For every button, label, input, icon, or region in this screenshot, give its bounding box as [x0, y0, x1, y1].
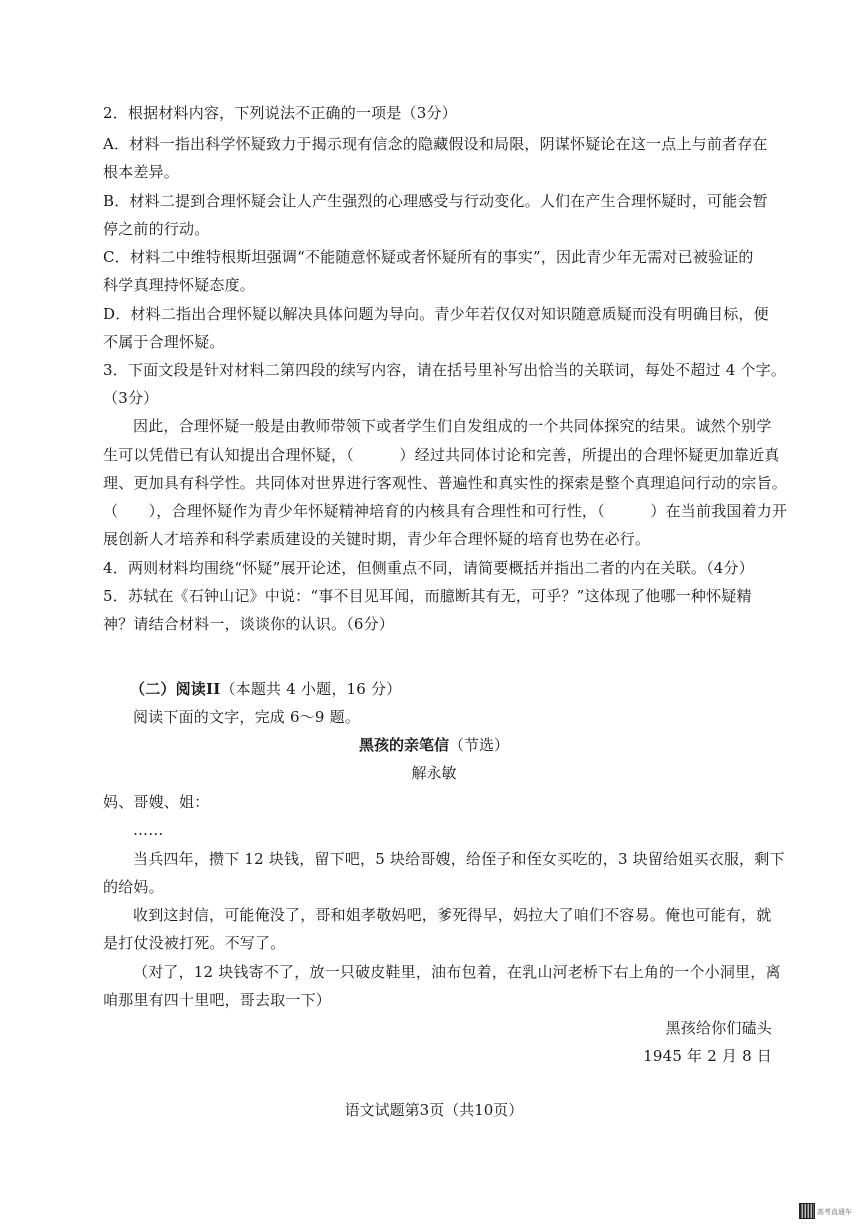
q3-stem-line1: 3．下面文段是针对材料二第四段的续写内容，请在括号里补写出恰当的关联词，每处不超过 4 个字。 — [103, 361, 787, 379]
q3-passage-line3: 理、更加具有科学性。共同体对世界进行客观性、普遍性和真实性的探索是整个真理追问行动的宗旨。 — [103, 474, 788, 492]
letter-para1-line1: 当兵四年，攒下 12 块钱，留下吧，5 块给哥嫂，给侄子和侄女买吃的，3 块留给姐买衣服，剩下 — [133, 850, 785, 868]
letter-salutation: 妈、哥嫂、姐： — [103, 793, 210, 811]
q2-option-b-line1: B．材料二提到合理怀疑会让人产生强烈的心理感受与行动变化。人们在产生合理怀疑时，可能会暂 — [103, 192, 768, 210]
section-heading — [130, 679, 401, 699]
q3-passage-line4: （ ），合理怀疑作为青少年怀疑精神培育的内核具有合理性和可行性，（ ）在当前我国着力开 — [103, 502, 788, 520]
article-title-note: （节选） — [449, 736, 510, 754]
letter-para3-line1: （对了，12 块钱寄不了，放一只破皮鞋里，油布包着，在乳山河老桥下右上角的一个小洞里，离 — [133, 963, 781, 981]
q2-option-a-line1: A．材料一指出科学怀疑致力于揭示现有信念的隐藏假设和局限，阴谋怀疑论在这一点上与前者存在 — [103, 135, 768, 153]
article-title — [0, 735, 868, 755]
letter-para1-line2: 的给妈。 — [103, 878, 164, 896]
q5-stem-line1: 5．苏轼在《石钟山记》中说：“事不目见耳闻，而臆断其有无，可乎？”这体现了他哪一种怀疑精 — [103, 587, 752, 605]
q3-passage-line2: 生可以凭借已有认知提出合理怀疑，（ ）经过共同体讨论和完善，所提出的合理怀疑更加靠近真 — [103, 446, 780, 464]
q2-option-a-line2: 根本差异。 — [103, 163, 180, 181]
letter-signature: 黑孩给你们磕头 — [665, 1019, 772, 1037]
letter-ellipsis: …… — [133, 821, 164, 839]
letter-para2-line2: 是打仗没被打死。不写了。 — [103, 934, 286, 952]
watermark-text: 高考直通车 — [817, 1208, 852, 1216]
q3-stem-line2: （3分） — [103, 389, 159, 407]
q4-stem: 4．两则材料均围绕“怀疑”展开论述，但侧重点不同，请简要概括并指出二者的内在关联。（4分） — [103, 559, 754, 577]
q2-option-d-line1: D．材料二指出合理怀疑以解决具体问题为导向。青少年若仅仅对知识随意质疑而没有明确目标，便 — [103, 305, 769, 323]
q2-option-d-line2: 不属于合理怀疑。 — [103, 333, 225, 351]
q2-stem: 2．根据材料内容，下列说法不正确的一项是（3分） — [103, 104, 457, 122]
q3-passage-line5: 展创新人才培养和科学素质建设的关键时期，青少年合理怀疑的培育也势在必行。 — [103, 530, 651, 548]
q2-option-c-line1: C．材料二中维特根斯坦强调“不能随意怀疑或者怀疑所有的事实”，因此青少年无需对已被验证的 — [103, 248, 754, 266]
section-heading-label: （二）阅读II — [130, 680, 221, 698]
letter-date: 1945 年 2 月 8 日 — [643, 1047, 772, 1065]
q3-passage-line1: 因此，合理怀疑一般是由教师带领下或者学生们自发组成的一个共同体探究的结果。诚然个别学 — [133, 417, 772, 435]
article-author: 解永敏 — [411, 764, 457, 782]
letter-para3-line2: 咱那里有四十里吧，哥去取一下） — [103, 991, 332, 1009]
page-footer: 语文试题第3页（共10页） — [344, 1101, 524, 1119]
section-heading-note: （本题共 4 小题，16 分） — [220, 680, 402, 698]
qr-code-icon — [799, 1203, 815, 1219]
q2-option-c-line2: 科学真理持怀疑态度。 — [103, 276, 256, 294]
letter-para2-line1: 收到这封信，可能俺没了，哥和姐孝敬妈吧，爹死得早，妈拉大了咱们不容易。俺也可能有，就 — [133, 906, 772, 924]
section-instruction: 阅读下面的文字，完成 6～9 题。 — [133, 708, 361, 726]
q5-stem-line2: 神？请结合材料一，谈谈你的认识。（6分） — [103, 615, 395, 633]
q2-option-b-line2: 停之前的行动。 — [103, 220, 210, 238]
article-title-text: 黑孩的亲笔信 — [358, 736, 449, 754]
